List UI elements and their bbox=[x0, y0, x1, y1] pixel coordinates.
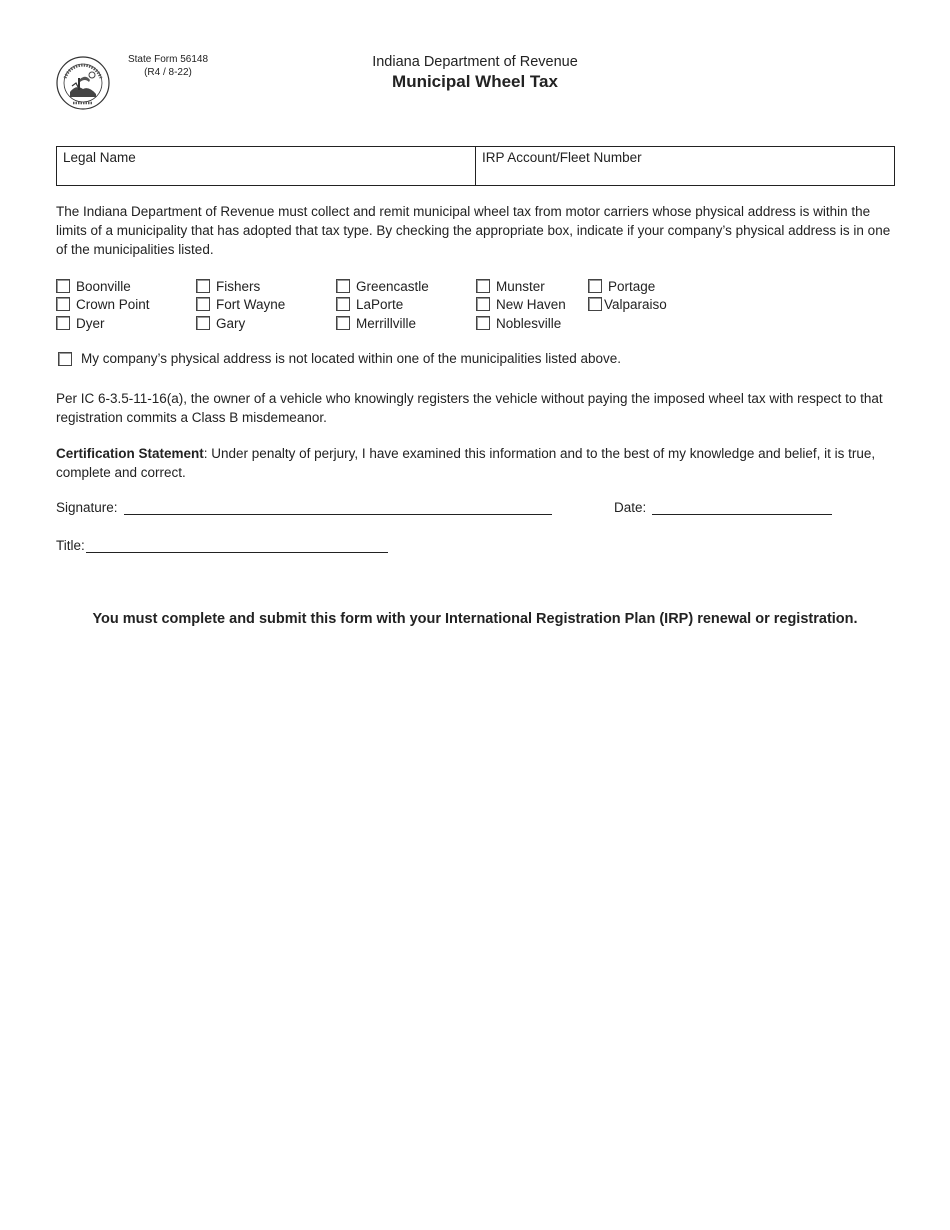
checkbox-icon[interactable] bbox=[196, 297, 210, 311]
checkbox-icon[interactable] bbox=[336, 316, 350, 330]
state-form-number: State Form 56148 bbox=[127, 54, 209, 65]
certification-text: : Under penalty of perjury, I have examined this information and to the best of my knowledge and belief, it is true, complete and correct. bbox=[56, 446, 876, 480]
date-field[interactable] bbox=[614, 500, 832, 515]
checkbox-icon[interactable] bbox=[56, 316, 70, 330]
municipality-checkbox[interactable]: Merrillville bbox=[336, 314, 416, 332]
checkbox-icon[interactable] bbox=[476, 316, 490, 330]
checkbox-icon[interactable] bbox=[56, 297, 70, 311]
signature-field[interactable] bbox=[56, 500, 552, 515]
agency-name: Indiana Department of Revenue bbox=[372, 54, 578, 70]
signature-line[interactable] bbox=[124, 500, 552, 515]
checkbox-icon[interactable] bbox=[588, 297, 602, 311]
municipality-checkbox[interactable]: New Haven bbox=[476, 295, 566, 313]
municipality-checkbox[interactable]: Noblesville bbox=[476, 314, 561, 332]
legal-notice: Per IC 6-3.5-11-16(a), the owner of a vehicle who knowingly registers the vehicle without paying the imposed wheel tax with respect to that registration commits a Class B misdemeanor. bbox=[56, 391, 883, 425]
form-revision: (R4 / 8-22) bbox=[144, 67, 192, 78]
certification-statement bbox=[56, 444, 894, 482]
municipality-checkbox[interactable]: Crown Point bbox=[56, 295, 150, 313]
title-label: Title: bbox=[56, 538, 85, 553]
checkbox-icon[interactable] bbox=[588, 279, 602, 293]
legal-name-field[interactable] bbox=[57, 147, 475, 185]
municipality-checkbox[interactable]: LaPorte bbox=[336, 295, 403, 313]
irp-account-label: IRP Account/Fleet Number bbox=[482, 150, 642, 165]
signature-label: Signature: bbox=[56, 500, 118, 515]
title-line[interactable] bbox=[86, 538, 388, 553]
municipality-checkbox[interactable]: Greencastle bbox=[336, 277, 429, 295]
not-located-checkbox[interactable] bbox=[58, 351, 621, 366]
certification-heading: Certification Statement bbox=[56, 446, 204, 461]
form-title: Municipal Wheel Tax bbox=[392, 72, 558, 91]
date-label: Date: bbox=[614, 500, 647, 515]
municipality-checklist bbox=[56, 277, 756, 337]
municipality-checkbox[interactable]: Fort Wayne bbox=[196, 295, 285, 313]
irp-account-field[interactable] bbox=[475, 147, 894, 185]
checkbox-icon[interactable] bbox=[336, 279, 350, 293]
municipality-checkbox[interactable]: Dyer bbox=[56, 314, 105, 332]
legal-name-label: Legal Name bbox=[63, 150, 136, 165]
checkbox-icon[interactable] bbox=[196, 316, 210, 330]
identification-box bbox=[56, 146, 895, 186]
municipality-checkbox[interactable]: Munster bbox=[476, 277, 545, 295]
submit-notice: You must complete and submit this form with your International Registration Plan (IRP) renewal or registration. bbox=[92, 611, 858, 627]
municipality-checkbox[interactable]: Fishers bbox=[196, 277, 260, 295]
checkbox-icon[interactable] bbox=[56, 279, 70, 293]
intro-paragraph: The Indiana Department of Revenue must collect and remit municipal wheel tax from motor carriers whose physical address is within the limits of a municipality that has adopted that tax type. By checking the appropriate box, indicate if your company’s physical address is in one of the municipalities listed. bbox=[56, 204, 891, 257]
municipality-checkbox[interactable]: Boonville bbox=[56, 277, 131, 295]
municipality-checkbox[interactable]: Gary bbox=[196, 314, 245, 332]
form-header bbox=[0, 53, 950, 93]
municipality-checkbox[interactable]: Portage bbox=[588, 277, 655, 295]
checkbox-icon[interactable] bbox=[476, 279, 490, 293]
not-located-label: My company’s physical address is not located within one of the municipalities listed above. bbox=[81, 351, 622, 366]
municipality-checkbox[interactable]: Valparaiso bbox=[588, 295, 667, 313]
checkbox-icon[interactable] bbox=[196, 279, 210, 293]
checkbox-icon[interactable] bbox=[58, 352, 72, 366]
date-line[interactable] bbox=[652, 500, 832, 515]
checkbox-icon[interactable] bbox=[336, 297, 350, 311]
checkbox-icon[interactable] bbox=[476, 297, 490, 311]
title-field[interactable] bbox=[56, 538, 388, 553]
